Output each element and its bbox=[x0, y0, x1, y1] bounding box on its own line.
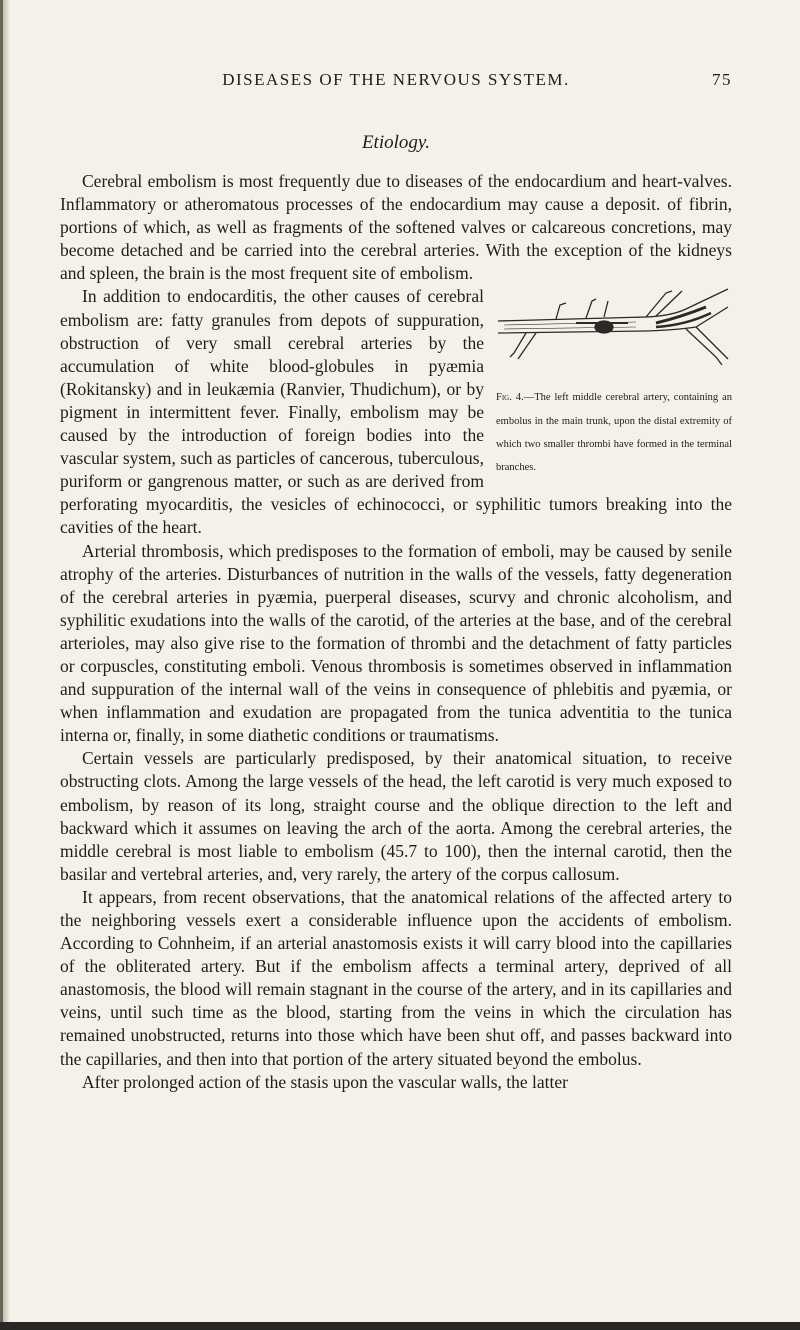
page-bottom-edge bbox=[0, 1322, 800, 1330]
paragraph: Arterial thrombosis, which predisposes to the formation of emboli, may be caused by senile atrophy of the arteries. Disturbances of nutrition in the walls of the vessels, fatty degeneration of the cerebral arteries in pyæmia, puerperal diseases, scurvy and chronic alcoholism, and syphilitic exudations into the walls of the carotid, of the arteries at the base, and of the cerebral arterioles, may also give rise to the formation of thrombi and the detachment of fatty particles or corpuscles, constituting emboli. Venous thrombosis is sometimes observed in inflammation and suppuration of the internal wall of the veins in consequence of phlebitis and pyæmia, or when inflammation and exudation are propagated from the tunica adventitia to the tunica interna or, finally, in some diathetic conditions or traumatisms. bbox=[60, 540, 732, 746]
page-number: 75 bbox=[712, 70, 732, 89]
paragraph-text: In addition to endocarditis, the other causes of cerebral embolism are: fatty granules from depots of suppuration, obstruction of very small cerebral arteries by the accumulation of white blood-globules in pyæmia (Rokitansky) and in leukæmia (Ranvier, Thudichum), or by pigment in intermittent fever. Finally, embolism may be caused by the introduction of foreign bodies into the vascular system, such as particles of cancerous, tuberculous, puriform or gangrenous matter, or such as are derived from perforating myocarditis, the vesicles of echinococci, or syphilitic tumors breaking into the cavities of the heart. bbox=[60, 286, 732, 538]
paragraph: After prolonged action of the stasis upon the vascular walls, the latter bbox=[82, 1071, 568, 1092]
paragraph: It appears, from recent observations, that the anatomical relations of the affected artery to the neighboring vessels exert a considerable influence upon the accidents of embolism. According to Cohnheim, if an arterial anastomosis exists it will carry blood into the capillaries of the obliterated artery. But if the embolism affects a terminal artery, deprived of all anastomosis, the blood will remain stagnant in the course of the artery, and in its capillaries and veins, until such time as the blood, starting from the veins in which the circulation has remained unobstructed, returns into those which have been shut off, and passes backward into the capillaries, and then into that portion of the artery situated beyond the embolus. bbox=[60, 886, 732, 1069]
figure-caption bbox=[496, 392, 732, 472]
artery-illustration bbox=[496, 287, 732, 383]
body-text bbox=[60, 170, 732, 1094]
section-title: Etiology. bbox=[361, 132, 431, 153]
paragraph: Cerebral embolism is most frequently due to diseases of the endocardium and heart-valves. Inflammatory or atheromatous processes of the endocardium may cause a deposit. of fibrin, portions of which, as well as fragments of the softened valves or calcareous concretions, may become detached and be carried into the cerebral arteries. With the exception of the kidneys and spleen, the brain is the most frequent site of embolism. bbox=[60, 171, 732, 284]
figure-caption-text: —The left middle cerebral artery, containing an embolus in the main trunk, upon the distal extremity of which two smaller thrombi have formed in the terminal branches. bbox=[496, 392, 732, 473]
page bbox=[60, 70, 732, 1094]
paragraph-with-figure bbox=[60, 285, 732, 539]
book-binding-edge bbox=[0, 0, 3, 1330]
running-header bbox=[60, 70, 732, 100]
running-title: DISEASES OF THE NERVOUS SYSTEM. bbox=[222, 70, 570, 89]
figure-4 bbox=[496, 287, 732, 475]
paragraph: Certain vessels are particularly predisposed, by their anatomical situation, to receive obstructing clots. Among the large vessels of the head, the left carotid is very much exposed to embolism, by reason of its long, straight course and the oblique direction to the left and backward which it assumes on leaving the arch of the aorta. Among the cerebral arteries, the middle cerebral is most liable to embolism (45.7 to 100), then the internal carotid, then the basilar and vertebral arteries, and, very rarely, the artery of the corpus callosum. bbox=[60, 748, 732, 884]
figure-label: Fig. 4. bbox=[496, 392, 524, 404]
